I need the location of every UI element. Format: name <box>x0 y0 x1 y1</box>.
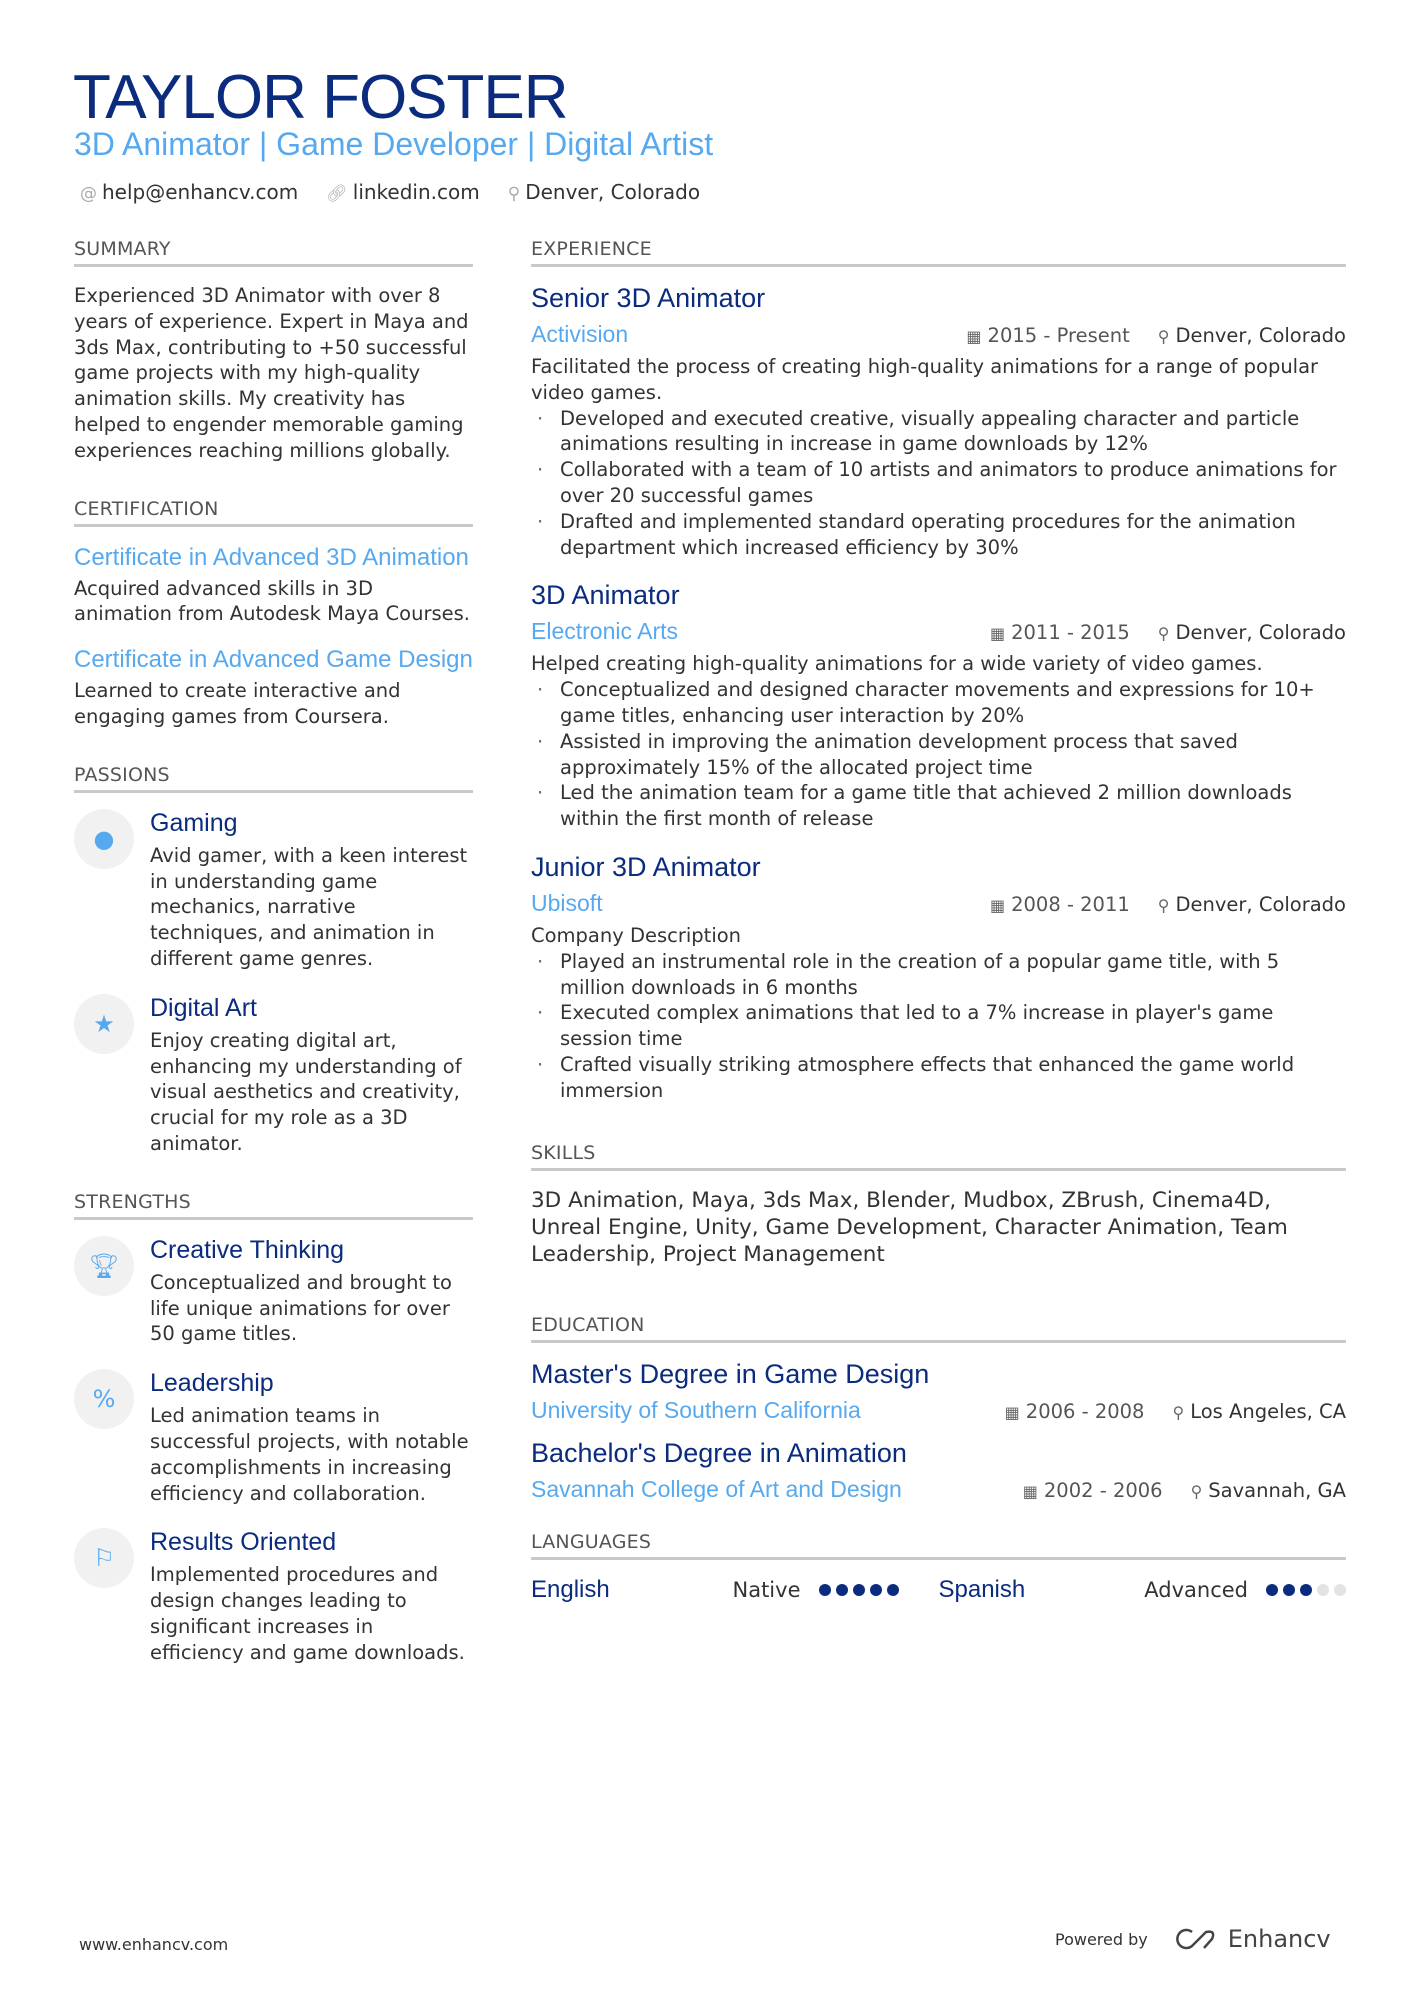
job-bullet: · Executed complex animations that led to a 7% increase in player's game session time <box>531 1000 1346 1052</box>
job-bullet: · Conceptualized and designed character movements and expressions for 10+ game titles, enhancing user interaction by 20% <box>531 677 1346 729</box>
language-name: Spanish <box>938 1575 1026 1603</box>
strength-item <box>74 1369 473 1506</box>
strength-title: Creative Thinking <box>150 1235 345 1264</box>
trophy-icon: 🏆︎ <box>74 1236 134 1296</box>
job-location: Denver, Colorado <box>1175 621 1346 645</box>
rating-dot <box>870 1584 882 1596</box>
languages-section <box>531 1531 1346 1604</box>
certification-title: Certificate in Advanced 3D Animation <box>74 543 469 571</box>
rating-dot <box>1317 1584 1329 1596</box>
contact-linkedin[interactable] <box>326 180 480 204</box>
passion-title: Digital Art <box>150 993 257 1022</box>
job-dates: 2011 - 2015 <box>1011 621 1130 645</box>
summary-text: Experienced 3D Animator with over 8 years of experience. Expert in Maya and 3ds Max, contributing to +50 successful game projects with my high-quality animation skills. My creativity has helped to engender memorable gaming experiences reaching millions globally. <box>74 284 469 462</box>
rating-dot <box>1283 1584 1295 1596</box>
job-description: Helped creating high-quality animations for a wide variety of video games. <box>531 652 1263 676</box>
school-name: Savannah College of Art and Design <box>531 1475 902 1502</box>
passion-item <box>74 809 473 972</box>
strength-text: Implemented procedures and design changes leading to significant increases in efficiency and game downloads. <box>150 1563 465 1664</box>
candidate-name: TAYLOR FOSTER <box>73 63 568 132</box>
certification-text: Acquired advanced skills in 3D animation from Autodesk Maya Courses. <box>74 576 470 626</box>
location-pin-icon: ⚲ <box>1157 624 1170 644</box>
job-title: Junior 3D Animator <box>531 851 761 882</box>
job-bullets <box>531 677 1346 832</box>
language-rating <box>1266 1584 1346 1596</box>
email-text: help@enhancv.com <box>102 180 299 204</box>
job-bullet: · Collaborated with a team of 10 artists and animators to produce animations for over 20 successful games <box>531 457 1346 509</box>
job-entry <box>531 580 1346 832</box>
job-bullet: · Played an instrumental role in the creation of a popular game title, with 5 million downloads in 6 months <box>531 949 1346 1001</box>
education-section <box>531 1314 1346 1503</box>
language-name: English <box>531 1575 610 1603</box>
education-location: Savannah, GA <box>1208 1478 1346 1502</box>
rating-dot <box>1334 1584 1346 1596</box>
job-title: Senior 3D Animator <box>531 283 766 313</box>
summary-section <box>74 238 473 464</box>
location-pin-icon: ⚲ <box>1172 1402 1185 1422</box>
job-description: Facilitated the process of creating high-quality animations for a range of popular video games. <box>531 355 1319 404</box>
language-level: Native <box>732 1577 801 1602</box>
powered-by-text: Powered by <box>1055 1929 1148 1949</box>
job-bullet: · Led the animation team for a game title that achieved 2 million downloads within the first month of release <box>531 780 1346 832</box>
language-rating <box>819 1584 899 1596</box>
brand-name: Enhancv <box>1227 1925 1331 1953</box>
strength-text: Conceptualized and brought to life unique animations for over 50 game titles. <box>150 1270 452 1346</box>
rating-dot <box>819 1584 831 1596</box>
job-bullet: · Assisted in improving the animation development process that saved approximately 15% of the allocated project time <box>531 729 1346 781</box>
section-heading: LANGUAGES <box>531 1531 1346 1560</box>
language-item <box>531 1576 939 1604</box>
certification-item <box>74 645 473 730</box>
education-entry <box>531 1359 1346 1424</box>
strength-item <box>74 1528 473 1665</box>
link-icon: 🔗︎ <box>326 184 348 204</box>
education-location: Los Angeles, CA <box>1190 1399 1346 1423</box>
section-heading: PASSIONS <box>74 764 473 793</box>
contact-email[interactable] <box>80 180 298 204</box>
calendar-icon: ▦ <box>1004 1402 1020 1422</box>
education-entry <box>531 1438 1346 1503</box>
certification-title: Certificate in Advanced Game Design <box>74 646 473 674</box>
section-heading: SUMMARY <box>74 238 473 267</box>
contact-bar <box>80 180 700 204</box>
strength-title: Results Oriented <box>150 1528 337 1557</box>
location-text: Denver, Colorado <box>525 180 701 204</box>
job-location: Denver, Colorado <box>1175 324 1346 347</box>
enhancv-logo[interactable] <box>1172 1925 1331 1953</box>
location-pin-icon: ⚲ <box>1157 895 1170 915</box>
job-entry <box>531 852 1346 1104</box>
certification-text: Learned to create interactive and engaging games from Coursera. <box>74 679 401 728</box>
job-title: 3D Animator <box>531 580 680 611</box>
passions-section <box>74 764 473 1157</box>
job-bullets <box>531 406 1346 561</box>
job-bullet: · Developed and executed creative, visually appealing character and particle animations resulting in increase in game downloads by 12% <box>531 406 1346 458</box>
language-item <box>939 1576 1347 1604</box>
location-pin-icon: ⚲ <box>507 184 521 204</box>
footer-website[interactable]: www.enhancv.com <box>79 1935 229 1954</box>
job-entry <box>531 283 1346 560</box>
rating-dot <box>887 1584 899 1596</box>
footer-branding <box>1055 1925 1331 1953</box>
degree-title: Bachelor's Degree in Animation <box>531 1437 907 1468</box>
rating-dot <box>1266 1584 1278 1596</box>
percent-icon: % <box>74 1369 134 1429</box>
star-icon: ★ <box>74 994 134 1054</box>
certification-item <box>74 543 473 628</box>
strength-item <box>74 1236 473 1347</box>
company-name: Activision <box>531 321 629 347</box>
section-heading: EDUCATION <box>531 1314 1346 1343</box>
education-dates: 2006 - 2008 <box>1025 1399 1145 1423</box>
rating-dot <box>836 1584 848 1596</box>
strength-title: Leadership <box>150 1369 274 1398</box>
contact-location <box>508 180 700 204</box>
enhancv-logo-icon <box>1172 1927 1218 1951</box>
education-dates: 2002 - 2006 <box>1043 1478 1163 1502</box>
candidate-title: 3D Animator | Game Developer | Digital Artist <box>74 126 714 162</box>
job-dates: 2015 - Present <box>987 324 1130 347</box>
calendar-icon: ▦ <box>989 624 1006 644</box>
job-bullets <box>531 949 1346 1104</box>
section-heading: SKILLS <box>531 1142 1346 1171</box>
location-pin-icon: ⚲ <box>1157 327 1170 346</box>
rating-dot <box>1300 1584 1312 1596</box>
job-description: Company Description <box>531 923 742 947</box>
passion-title: Gaming <box>150 808 238 837</box>
calendar-icon: ▦ <box>989 895 1006 915</box>
strengths-section <box>74 1191 473 1666</box>
company-name: Ubisoft <box>531 889 603 916</box>
certification-section <box>74 498 473 730</box>
head-icon: ● <box>74 809 134 869</box>
job-dates: 2008 - 2011 <box>1011 892 1130 916</box>
rating-dot <box>853 1584 865 1596</box>
section-heading: STRENGTHS <box>74 1191 473 1220</box>
left-column <box>74 238 473 1700</box>
passion-text: Enjoy creating digital art, enhancing my understanding of visual aesthetics and creativity, crucial for my role as a 3D animator. <box>150 1028 462 1155</box>
job-location: Denver, Colorado <box>1175 892 1346 916</box>
calendar-icon: ▦ <box>966 327 982 346</box>
language-level: Advanced <box>1144 1577 1248 1602</box>
experience-section <box>531 238 1346 1104</box>
at-icon: @ <box>80 184 97 204</box>
section-heading: EXPERIENCE <box>531 238 1346 267</box>
right-column <box>531 238 1346 1638</box>
section-heading: CERTIFICATION <box>74 498 473 527</box>
flag-icon: ⚐ <box>74 1528 134 1588</box>
calendar-icon: ▦ <box>1022 1481 1038 1501</box>
job-bullet: · Crafted visually striking atmosphere effects that enhanced the game world immersion <box>531 1052 1346 1104</box>
location-pin-icon: ⚲ <box>1190 1481 1203 1501</box>
passion-text: Avid gamer, with a keen interest in understanding game mechanics, narrative techniques, and animation in different game genres. <box>150 843 468 970</box>
school-name: University of Southern California <box>531 1396 861 1423</box>
company-name: Electronic Arts <box>531 618 678 645</box>
passion-item <box>74 994 473 1157</box>
job-bullet: · Drafted and implemented standard operating procedures for the animation department which increased efficiency by 30% <box>531 509 1346 561</box>
skills-text: 3D Animation, Maya, 3ds Max, Blender, Mudbox, ZBrush, Cinema4D, Unreal Engine, Unity, Game Development, Character Animation, Team Leadership, Project Management <box>531 1187 1288 1267</box>
degree-title: Master's Degree in Game Design <box>531 1358 930 1389</box>
linkedin-text: linkedin.com <box>352 180 480 204</box>
skills-section <box>531 1142 1346 1268</box>
strength-text: Led animation teams in successful projects, with notable accomplishments in increasing efficiency and collaboration. <box>150 1404 469 1505</box>
